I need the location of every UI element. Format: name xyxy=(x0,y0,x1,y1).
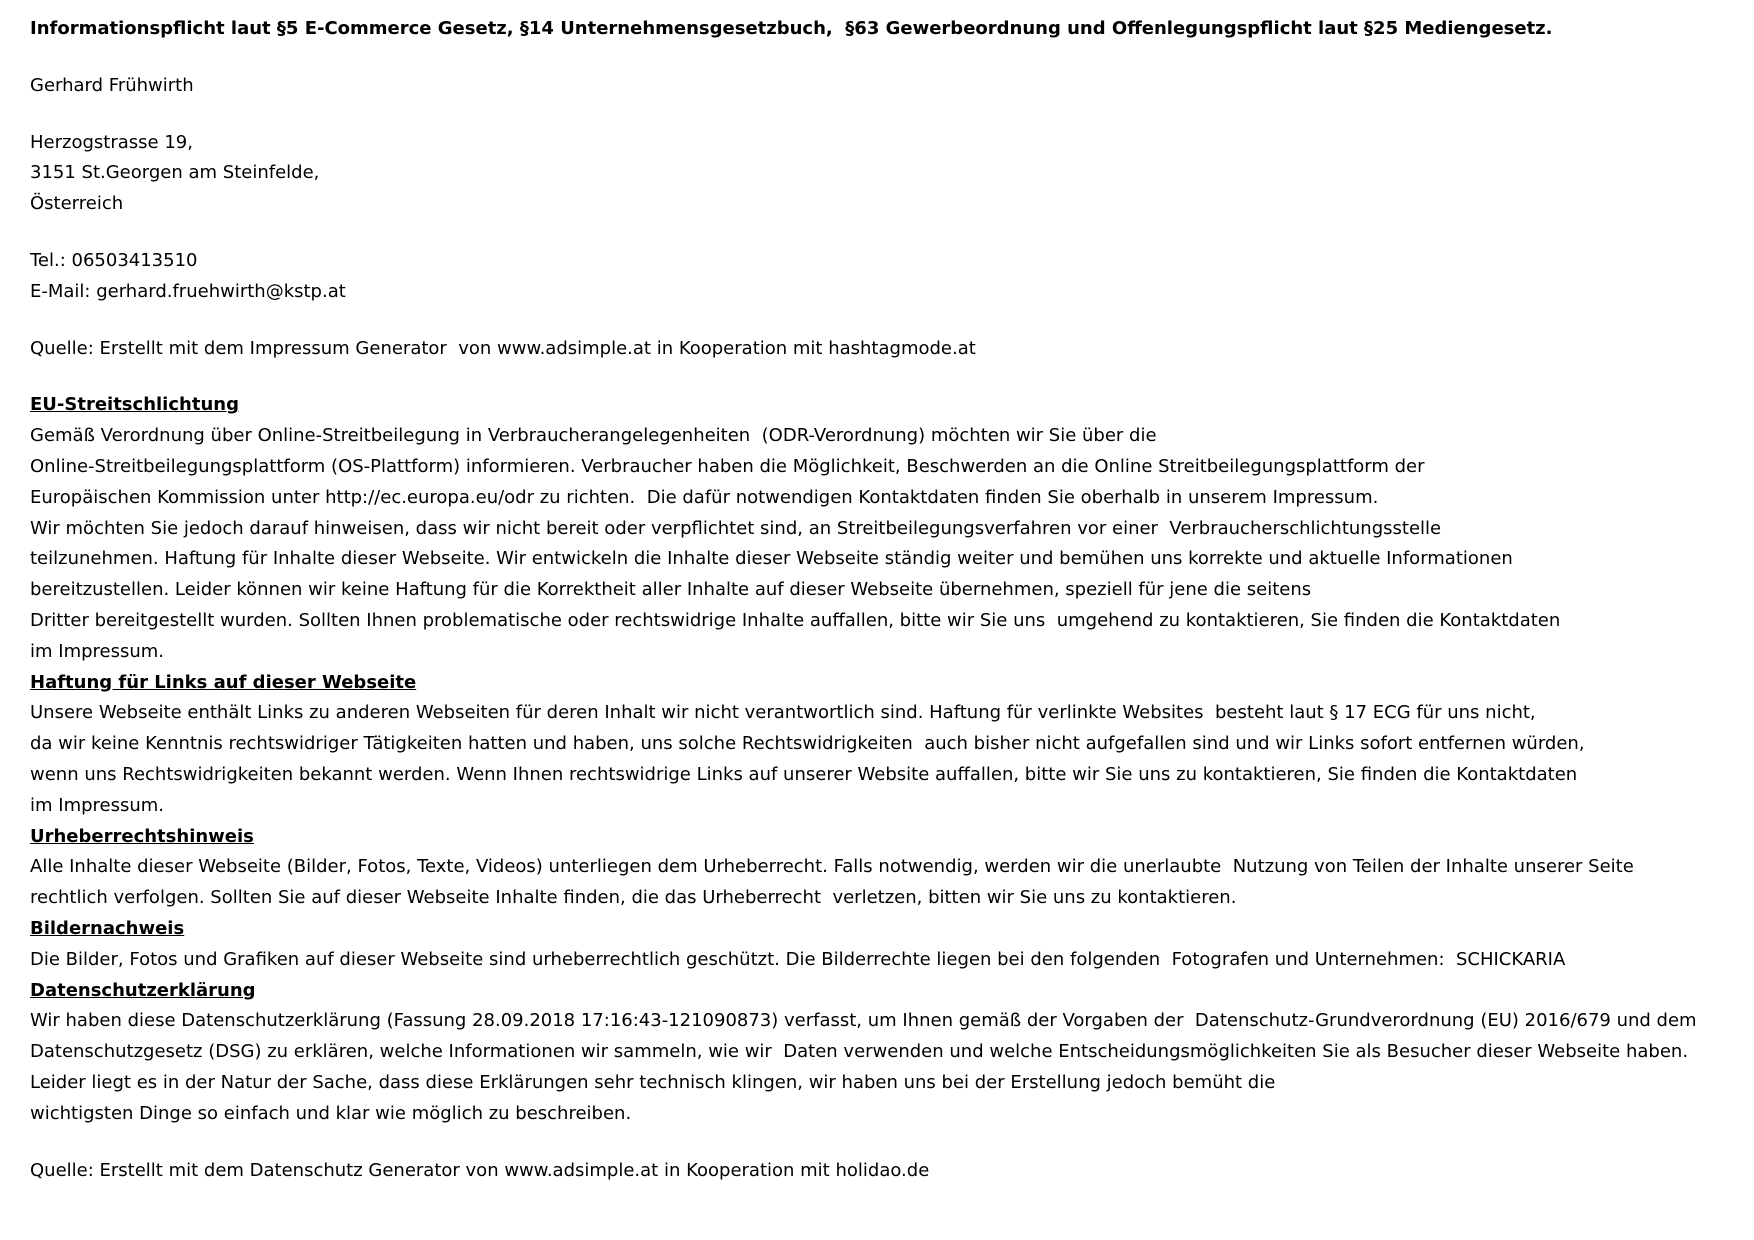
paragraph-line: Wir haben diese Datenschutzerklärung (Fassung 28.09.2018 17:16:43-121090873) verfasst, um Ihnen gemäß der Vorgaben der Datenschutz-Grundverordnung (EU) 2016/679 und dem xyxy=(30,1010,1697,1032)
imprint-source-note: Quelle: Erstellt mit dem Impressum Generator von www.adsimple.at in Kooperation mit hashtagmode.at xyxy=(30,337,976,359)
section-image-credits xyxy=(30,914,1730,976)
section-heading: EU-Streitschlichtung xyxy=(30,394,239,416)
owner-name: Gerhard Frühwirth xyxy=(30,74,194,96)
section-copyright xyxy=(30,822,1730,914)
section-heading: Urheberrechtshinweis xyxy=(30,825,254,847)
imprint-document xyxy=(30,14,1730,1186)
paragraph-line: Datenschutzgesetz (DSG) zu erklären, welche Informationen wir sammeln, wie wir Daten verwenden und welche Entscheidungsmöglichkeiten Sie als Besucher dieser Webseite haben. xyxy=(30,1041,1689,1063)
address-block xyxy=(30,128,1730,220)
paragraph-line: Wir möchten Sie jedoch darauf hinweisen, dass wir nicht bereit oder verpflichtet sind, an Streitbeilegungsverfahren vor einer Verbraucherschlichtungsstelle xyxy=(30,517,1442,539)
paragraph-line: bereitzustellen. Leider können wir keine Haftung für die Korrektheit aller Inhalte auf dieser Webseite übernehmen, speziell für jene die seitens xyxy=(30,579,1312,601)
paragraph-line: Dritter bereitgestellt wurden. Sollten Ihnen problematische oder rechtswidrige Inhalte auffallen, bitte wir Sie uns umgehend zu kontaktieren, Sie finden die Kontaktdaten xyxy=(30,609,1561,631)
section-privacy xyxy=(30,976,1730,1130)
spacer xyxy=(30,102,1730,128)
info-obligation-heading: Informationspflicht laut §5 E-Commerce Gesetz, §14 Unternehmensgesetzbuch, §63 Gewerbeordnung und Offenlegungspflicht laut §25 Mediengesetz. xyxy=(30,18,1553,39)
spacer xyxy=(30,308,1730,334)
spacer xyxy=(30,45,1730,71)
paragraph-line: Unsere Webseite enthält Links zu anderen Webseiten für deren Inhalt wir nicht verantwortlich sind. Haftung für verlinkte Websites besteht laut § 17 ECG für uns nicht, xyxy=(30,702,1536,724)
paragraph-line: rechtlich verfolgen. Sollten Sie auf dieser Webseite Inhalte finden, die das Urheberrecht verletzen, bitten wir Sie uns zu kontaktieren. xyxy=(30,887,1237,909)
paragraph-line: im Impressum. xyxy=(30,794,165,816)
spacer xyxy=(30,220,1730,246)
paragraph-line: Leider liegt es in der Natur der Sache, dass diese Erklärungen sehr technisch klingen, wir haben uns bei der Erstellung jedoch bemüht die xyxy=(30,1071,1276,1093)
contact-block xyxy=(30,246,1730,308)
contact-phone: Tel.: 06503413510 xyxy=(30,249,198,271)
paragraph-line: im Impressum. xyxy=(30,640,165,662)
spacer xyxy=(30,1130,1730,1156)
paragraph-line: Gemäß Verordnung über Online-Streitbeilegung in Verbraucherangelegenheiten (ODR-Verordnung) möchten wir Sie über die xyxy=(30,425,1157,447)
paragraph-line: Online-Streitbeilegungsplattform (OS-Plattform) informieren. Verbraucher haben die Möglichkeit, Beschwerden an die Online Streitbeilegungsplattform der xyxy=(30,455,1425,477)
section-heading: Bildernachweis xyxy=(30,917,185,939)
paragraph-line: teilzunehmen. Haftung für Inhalte dieser Webseite. Wir entwickeln die Inhalte dieser Webseite ständig weiter und bemühen uns korrekte und aktuelle Informationen xyxy=(30,548,1513,570)
paragraph-line: Alle Inhalte dieser Webseite (Bilder, Fotos, Texte, Videos) unterliegen dem Urheberrecht. Falls notwendig, werden wir die unerlaubte Nutzung von Teilen der Inhalte unserer Seite xyxy=(30,856,1634,878)
section-eu-dispute xyxy=(30,390,1730,667)
address-city: 3151 St.Georgen am Steinfelde, xyxy=(30,162,320,184)
spacer xyxy=(30,364,1730,390)
address-street: Herzogstrasse 19, xyxy=(30,131,193,153)
privacy-source-note: Quelle: Erstellt mit dem Datenschutz Generator von www.adsimple.at in Kooperation mit holidao.de xyxy=(30,1159,930,1181)
paragraph-line: Europäischen Kommission unter http://ec.europa.eu/odr zu richten. Die dafür notwendigen Kontaktdaten finden Sie oberhalb in unserem Impressum. xyxy=(30,486,1379,508)
paragraph-line: wenn uns Rechtswidrigkeiten bekannt werden. Wenn Ihnen rechtswidrige Links auf unserer Website auffallen, bitte wir Sie uns zu kontaktieren, Sie finden die Kontaktdaten xyxy=(30,763,1578,785)
section-heading: Datenschutzerklärung xyxy=(30,979,256,1001)
section-heading: Haftung für Links auf dieser Webseite xyxy=(30,671,417,693)
paragraph-line: da wir keine Kenntnis rechtswidriger Tätigkeiten hatten und haben, uns solche Rechtswidrigkeiten auch bisher nicht aufgefallen sind und wir Links sofort entfernen würden, xyxy=(30,733,1585,755)
paragraph-line: Die Bilder, Fotos und Grafiken auf dieser Webseite sind urheberrechtlich geschützt. Die Bilderrechte liegen bei den folgenden Fotografen und Unternehmen: SCHICKARIA xyxy=(30,948,1566,970)
section-links-liability xyxy=(30,668,1730,822)
contact-email: E-Mail: gerhard.fruehwirth@kstp.at xyxy=(30,280,346,302)
paragraph-line: wichtigsten Dinge so einfach und klar wie möglich zu beschreiben. xyxy=(30,1102,632,1124)
address-country: Österreich xyxy=(30,193,124,215)
